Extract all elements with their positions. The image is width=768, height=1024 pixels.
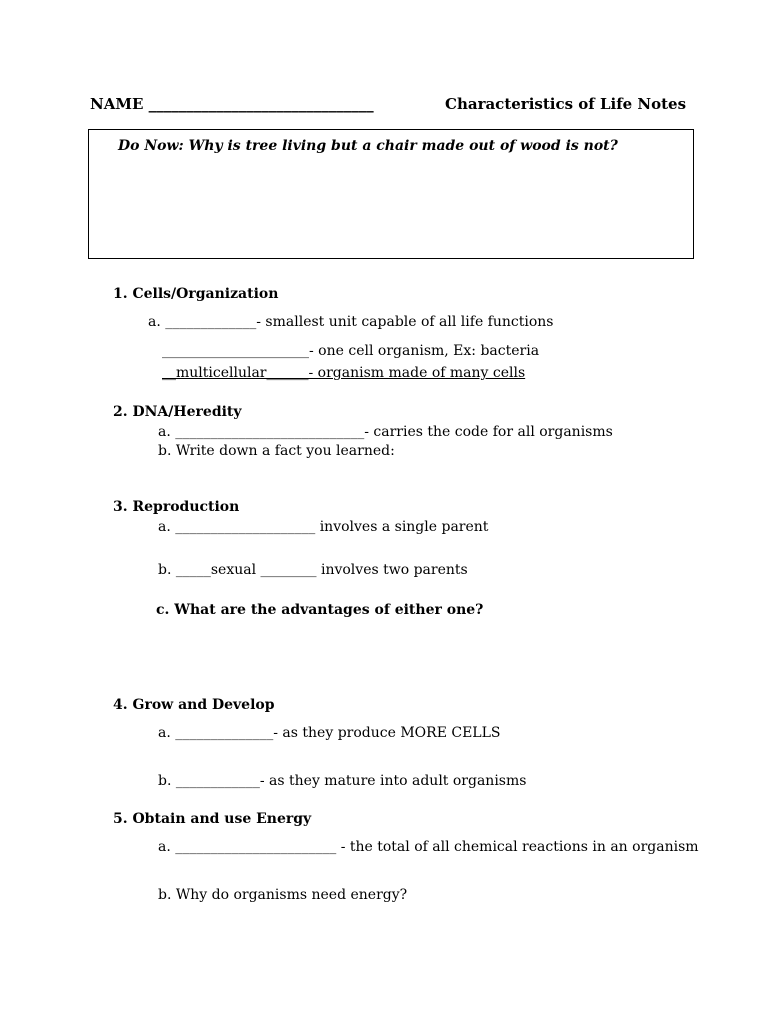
item-dna-b: b. Write down a fact you learned: [158, 443, 395, 459]
do-now-prompt: Do Now: Why is tree living but a chair made out of wood is not? [118, 138, 618, 154]
section-heading-cells: 1. Cells/Organization [113, 286, 279, 302]
section-heading-dna: 2. DNA/Heredity [113, 404, 242, 420]
item-grow-a: a. ______________- as they produce MORE CELLS [158, 725, 501, 741]
item-reproduction-c: c. What are the advantages of either one? [156, 602, 484, 618]
section-heading-energy: 5. Obtain and use Energy [113, 811, 312, 827]
item-dna-a: a. ___________________________- carries the code for all organisms [158, 424, 613, 440]
name-field-label: NAME ______________________________ [90, 95, 374, 113]
item-cells-multicellular: __multicellular______- organism made of many cells [162, 365, 526, 381]
item-reproduction-a: a. ____________________ involves a single parent [158, 519, 489, 535]
item-reproduction-b: b. _____sexual ________ involves two parents [158, 562, 468, 578]
do-now-box [88, 129, 694, 259]
item-grow-b: b. ____________- as they mature into adult organisms [158, 773, 527, 789]
section-heading-grow: 4. Grow and Develop [113, 697, 275, 713]
section-heading-reproduction: 3. Reproduction [113, 499, 240, 515]
page-title: Characteristics of Life Notes [445, 95, 687, 113]
item-energy-a: a. _______________________ - the total of all chemical reactions in an organism [158, 839, 699, 855]
item-cells-a: a. _____________- smallest unit capable of all life functions [148, 314, 554, 330]
item-energy-b: b. Why do organisms need energy? [158, 887, 408, 903]
item-cells-unicellular: _____________________- one cell organism, Ex: bacteria [162, 343, 540, 359]
